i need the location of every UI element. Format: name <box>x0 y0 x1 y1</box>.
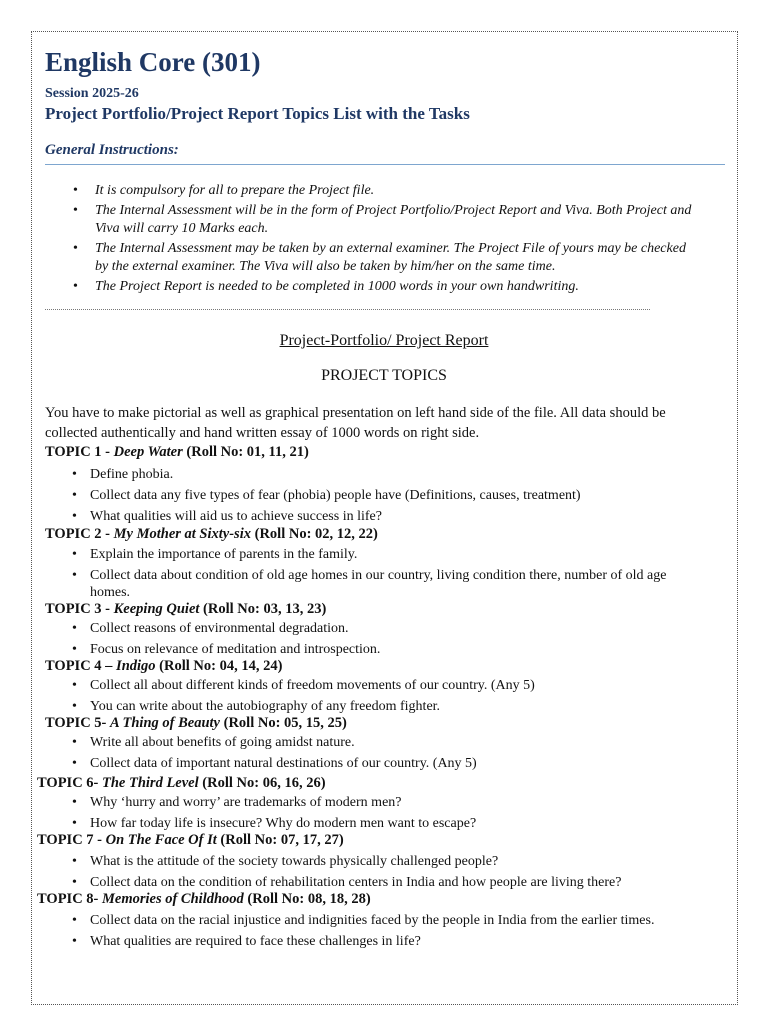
project-topics-heading: PROJECT TOPICS <box>321 367 447 384</box>
instruction-item: • The Project Report is needed to be completed in 1000 words in your own handwriting. <box>73 278 693 296</box>
topic-roll: (Roll No: 02, 12, 22) <box>250 526 378 542</box>
topic-prefix: TOPIC 7 - <box>37 832 106 848</box>
topic-1-heading <box>45 444 309 461</box>
portfolio-heading: Project-Portfolio/ Project Report <box>279 332 489 349</box>
topic-6-heading <box>37 775 326 792</box>
topic-3-tasks <box>72 620 702 662</box>
intro-paragraph: You have to make pictorial as well as graphical presentation on left hand side of the file. All data should be collected authentically and hand written essay of 1000 words on right side. <box>45 405 666 441</box>
topic-roll: (Roll No: 06, 16, 26) <box>198 775 326 791</box>
task-item: • Write all about benefits of going amidst nature. <box>72 734 702 751</box>
document-title: English Core (301) <box>45 47 261 77</box>
task-item: • What qualities are required to face these challenges in life? <box>72 933 702 950</box>
topic-roll: (Roll No: 03, 13, 23) <box>199 601 327 617</box>
topic-2-heading <box>45 526 378 543</box>
heading-underline-rule <box>45 164 725 165</box>
general-instructions-heading: General Instructions: <box>45 142 179 158</box>
task-item: • You can write about the autobiography of any freedom fighter. <box>72 698 702 715</box>
task-item: • What is the attitude of the society towards physically challenged people? <box>72 853 702 870</box>
task-item: • Collect all about different kinds of freedom movements of our country. (Any 5) <box>72 677 702 694</box>
topic-roll: (Roll No: 07, 17, 27) <box>216 832 344 848</box>
task-item: • Collect data any five types of fear (phobia) people have (Definitions, causes, treatment) <box>72 487 702 504</box>
topic-name: Indigo <box>116 658 156 674</box>
topic-name: My Mother at Sixty-six <box>113 526 251 542</box>
instruction-item: • The Internal Assessment may be taken by an external examiner. The Project File of yours may be checked by the external examiner. The Viva will also be taken by him/her on the same time. <box>73 240 693 276</box>
topic-prefix: TOPIC 1 - <box>45 444 114 460</box>
instruction-item: • It is compulsory for all to prepare the Project file. <box>73 182 693 200</box>
topic-roll: (Roll No: 04, 14, 24) <box>155 658 283 674</box>
topic-roll: (Roll No: 01, 11, 21) <box>182 444 309 460</box>
topic-8-tasks <box>72 912 702 954</box>
instructions-list <box>73 182 693 298</box>
topic-name: Memories of Childhood <box>102 891 244 907</box>
topic-6-tasks <box>72 794 702 836</box>
task-item: • Collect data on the condition of rehabilitation centers in India and how people are living there? <box>72 874 702 891</box>
topic-roll: (Roll No: 05, 15, 25) <box>219 715 347 731</box>
topic-roll: (Roll No: 08, 18, 28) <box>243 891 371 907</box>
topic-name: The Third Level <box>102 775 199 791</box>
session-label: Session 2025-26 <box>45 86 139 101</box>
task-item: • Explain the importance of parents in the family. <box>72 546 702 563</box>
task-item: • Define phobia. <box>72 466 702 483</box>
topic-8-heading <box>37 891 371 908</box>
task-item: • Collect reasons of environmental degradation. <box>72 620 702 637</box>
topic-name: Keeping Quiet <box>113 601 200 617</box>
topic-7-heading <box>37 832 344 849</box>
topic-name: On The Face Of It <box>105 832 217 848</box>
topic-prefix: TOPIC 8- <box>37 891 102 907</box>
topic-prefix: TOPIC 5- <box>45 715 110 731</box>
topic-prefix: TOPIC 4 – <box>45 658 117 674</box>
topic-5-heading <box>45 715 347 732</box>
topic-4-tasks <box>72 677 702 719</box>
task-item: • Collect data on the racial injustice and indignities faced by the people in India from the earlier times. <box>72 912 702 929</box>
task-item: • What qualities will aid us to achieve success in life? <box>72 508 702 525</box>
topic-prefix: TOPIC 2 - <box>45 526 114 542</box>
topic-3-heading <box>45 601 326 618</box>
topic-5-tasks <box>72 734 702 776</box>
task-item: • How far today life is insecure? Why do modern men want to escape? <box>72 815 702 832</box>
dotted-separator <box>45 309 650 310</box>
document-subtitle: Project Portfolio/Project Report Topics List with the Tasks <box>45 104 470 123</box>
topic-prefix: TOPIC 6- <box>37 775 102 791</box>
task-item: • Why ‘hurry and worry’ are trademarks of modern men? <box>72 794 702 811</box>
task-item: • Collect data about condition of old age homes in our country, living condition there, number of old age homes. <box>72 567 702 601</box>
topic-4-heading <box>45 658 282 675</box>
topic-1-tasks <box>72 466 702 529</box>
topic-name: A Thing of Beauty <box>110 715 220 731</box>
task-item: • Focus on relevance of meditation and introspection. <box>72 641 702 658</box>
topic-7-tasks <box>72 853 702 895</box>
instruction-item: • The Internal Assessment will be in the form of Project Portfolio/Project Report and Viva. Both Project and Viva will carry 10 Marks each. <box>73 202 693 238</box>
topic-prefix: TOPIC 3 - <box>45 601 114 617</box>
topic-name: Deep Water <box>113 444 183 460</box>
topic-2-tasks <box>72 546 702 605</box>
task-item: • Collect data of important natural destinations of our country. (Any 5) <box>72 755 702 772</box>
